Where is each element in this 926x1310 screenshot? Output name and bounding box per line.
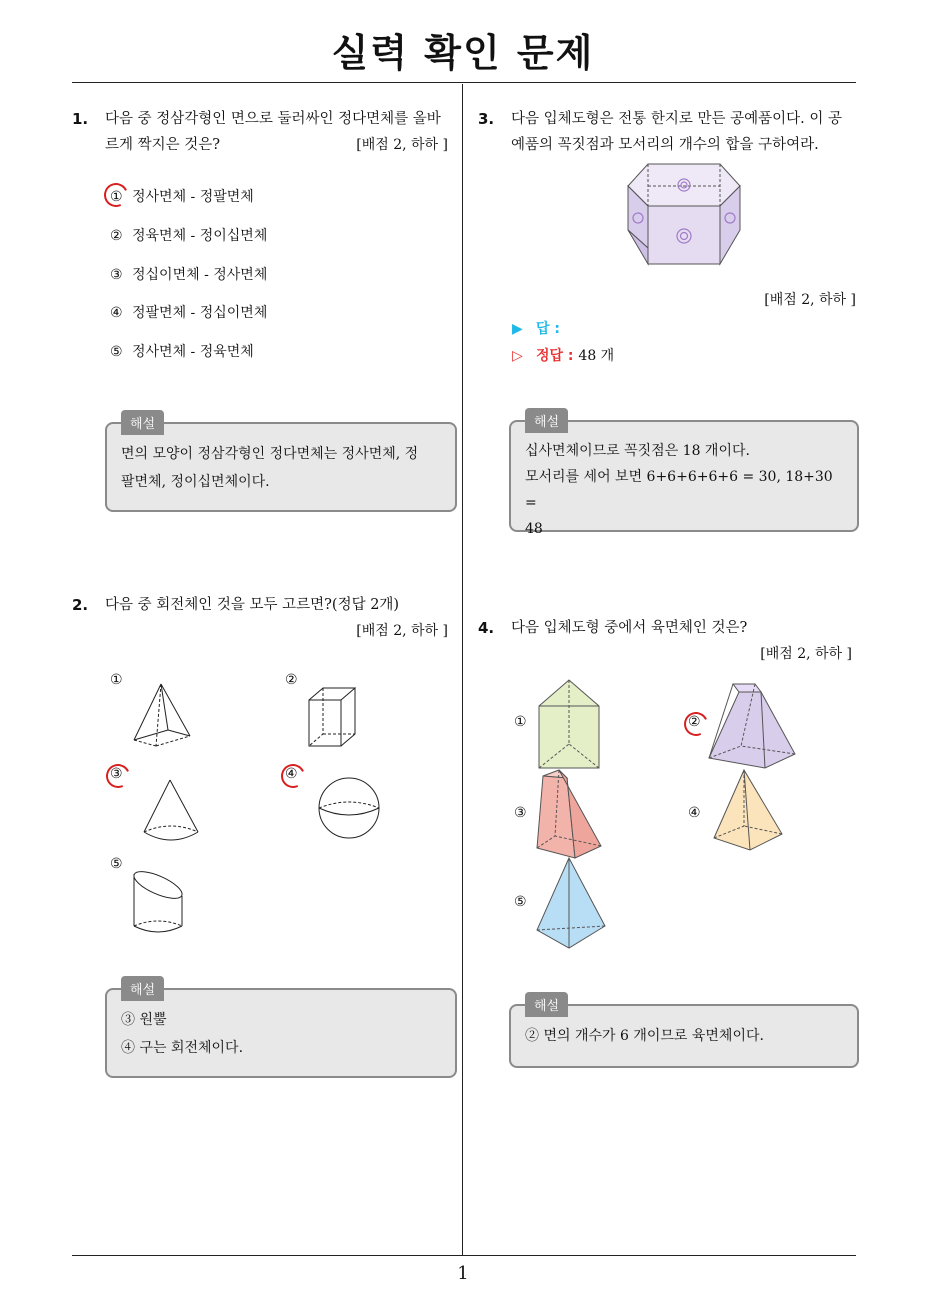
answer-label: 답 : xyxy=(536,321,560,337)
explanation-text xyxy=(121,1006,443,1062)
question-text-line: 예품의 꼭짓점과 모서리의 개수의 합을 구하여라. xyxy=(511,137,819,153)
option-5[interactable] xyxy=(110,341,254,361)
correct-value: 48 개 xyxy=(578,348,615,364)
square-pyramid-figure xyxy=(128,680,198,750)
option-4[interactable] xyxy=(110,302,267,322)
figure-label: ④ xyxy=(285,766,298,782)
question-text-line: 르게 짝지은 것은? xyxy=(105,137,221,153)
explanation-line: ③ 원뿔 xyxy=(121,1012,167,1028)
option-text: 정육면체 - 정이십면체 xyxy=(132,228,268,244)
question-number: 1. xyxy=(72,110,89,128)
question-4 xyxy=(478,615,862,671)
explanation-line: 면의 모양이 정삼각형인 정다면체는 정사면체, 정 xyxy=(121,446,419,462)
hanji-craft-figure xyxy=(620,158,746,268)
explanation-line: ④ 구는 회전체이다. xyxy=(121,1040,244,1056)
explanation-box xyxy=(105,983,457,1078)
question-text-line: 다음 중 회전체인 것을 모두 고르면?(정답 2개) xyxy=(105,597,400,613)
figure-label: ⑤ xyxy=(110,856,123,872)
red-circle-mark xyxy=(103,761,134,792)
figure-label: ⑤ xyxy=(514,894,527,910)
cone-figure xyxy=(140,776,204,846)
red-circle-mark xyxy=(278,761,309,792)
question-1 xyxy=(72,106,452,166)
question-text xyxy=(105,592,399,618)
play-triangle-icon: ▶ xyxy=(512,321,523,337)
correct-label: 정답 : xyxy=(536,348,574,364)
square-pyramid-color-figure xyxy=(710,768,786,854)
option-text: 정사면체 - 정육면체 xyxy=(132,344,254,360)
question-text xyxy=(511,106,842,158)
footer-rule xyxy=(72,1255,856,1256)
question-text xyxy=(511,615,747,641)
option-text: 정팔면체 - 정십이면체 xyxy=(132,305,268,321)
question-number: 2. xyxy=(72,596,89,614)
explanation-text xyxy=(525,438,845,542)
figure-label: ① xyxy=(514,714,527,730)
explanation-text xyxy=(525,1022,845,1050)
page-title: 실력 확인 문제 xyxy=(331,31,595,75)
explanation-text xyxy=(121,440,443,496)
page-number: 1 xyxy=(457,1263,469,1284)
explanation-tag: 해설 xyxy=(525,992,568,1017)
question-text-line: 다음 입체도형 중에서 육면체인 것은? xyxy=(511,620,748,636)
correct-answer-row xyxy=(512,345,614,365)
option-2[interactable] xyxy=(110,225,267,245)
score-label: [배점 2, 하하 ] xyxy=(760,646,852,662)
explanation-line: 모서리를 세어 보면 6+6+6+6+6 = 30, 18+30 = xyxy=(525,469,833,511)
question-text-line: 다음 중 정삼각형인 면으로 둘러싸인 정다면체를 올바 xyxy=(105,111,441,127)
explanation-line: ② 면의 개수가 6 개이므로 육면체이다. xyxy=(525,1028,764,1044)
score-label: [배점 2, 하하 ] xyxy=(356,623,448,639)
question-number: 3. xyxy=(478,110,495,128)
explanation-box xyxy=(105,417,457,512)
score-label: [배점 2, 하하 ] xyxy=(764,292,856,308)
explanation-line: 48 xyxy=(525,521,543,537)
triangular-frustum-figure xyxy=(535,768,607,862)
triangular-pyramid-figure xyxy=(535,856,607,952)
explanation-line: 팔면체, 정이십면체이다. xyxy=(121,474,270,490)
score-label: [배점 2, 하하 ] xyxy=(356,137,448,153)
question-text-line: 다음 입체도형은 전통 한지로 만든 공예품이다. 이 공 xyxy=(511,111,843,127)
option-number: ① xyxy=(110,189,123,205)
figure-label: ③ xyxy=(110,766,123,782)
figure-label: ④ xyxy=(688,805,701,821)
option-number: ③ xyxy=(110,267,123,283)
explanation-line: 십사면체이므로 꼭짓점은 18 개이다. xyxy=(525,443,750,459)
triangular-prism-figure xyxy=(535,678,605,774)
option-text: 정십이면체 - 정사면체 xyxy=(132,267,268,283)
square-frustum-figure xyxy=(705,680,801,770)
sphere-figure xyxy=(316,776,382,840)
explanation-box xyxy=(509,415,859,537)
cuboid-figure xyxy=(305,684,361,750)
option-text: 정사면체 - 정팔면체 xyxy=(132,189,254,205)
figure-label: ① xyxy=(110,672,123,688)
explanation-tag: 해설 xyxy=(121,976,164,1001)
option-number: ④ xyxy=(110,305,123,321)
figure-label: ③ xyxy=(514,805,527,821)
column-divider xyxy=(462,84,463,1256)
option-number: ⑤ xyxy=(110,344,123,360)
explanation-box xyxy=(509,999,859,1068)
header-rule xyxy=(72,82,856,83)
question-2 xyxy=(72,592,452,648)
outline-triangle-icon: ▷ xyxy=(512,348,523,364)
cut-cylinder-figure xyxy=(130,866,186,936)
explanation-tag: 해설 xyxy=(525,408,568,433)
figure-label: ② xyxy=(285,672,298,688)
figure-label: ② xyxy=(688,714,701,730)
answer-row xyxy=(512,318,560,338)
option-3[interactable] xyxy=(110,264,267,284)
option-number: ② xyxy=(110,228,123,244)
option-1[interactable] xyxy=(110,186,254,206)
question-number: 4. xyxy=(478,619,495,637)
explanation-tag: 해설 xyxy=(121,410,164,435)
question-3 xyxy=(478,106,862,162)
